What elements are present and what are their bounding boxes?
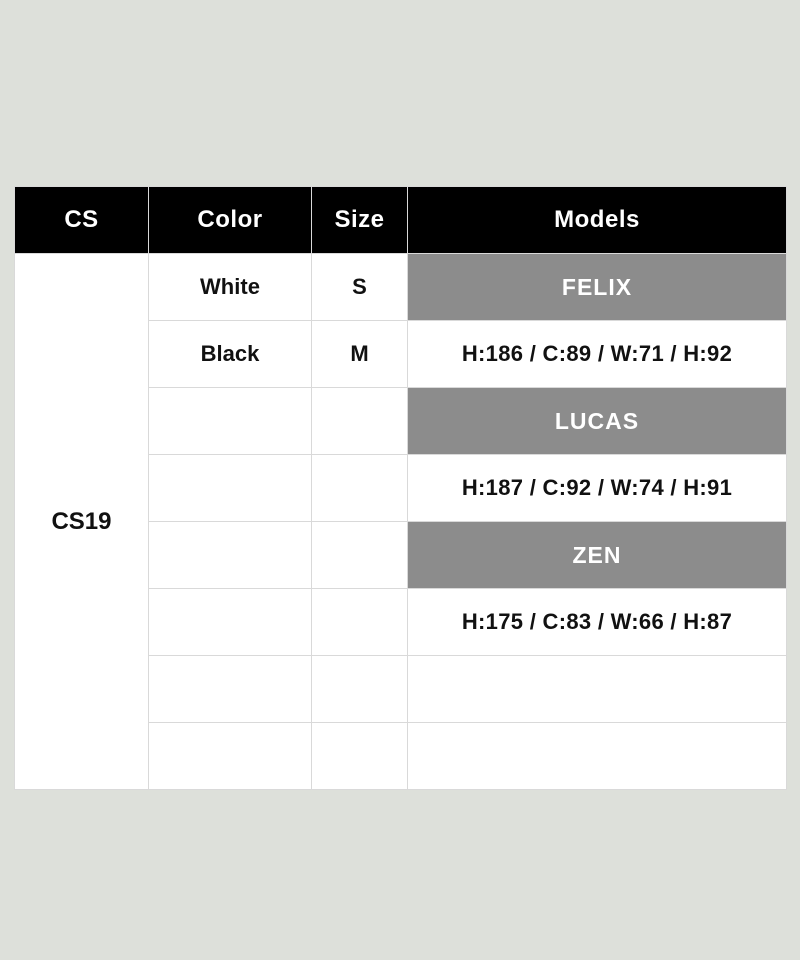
column-header-color: Color [149, 187, 312, 254]
column-header-models: Models [408, 187, 787, 254]
spec-table-container [14, 186, 786, 790]
color-cell: White [149, 254, 312, 321]
column-header-cs: CS [15, 187, 149, 254]
cs-code-cell: CS19 [15, 254, 149, 790]
table-header [15, 187, 787, 254]
model-blank-cell [408, 656, 787, 723]
size-cell [312, 522, 408, 589]
model-blank-cell [408, 723, 787, 790]
color-cell: Black [149, 321, 312, 388]
color-cell [149, 656, 312, 723]
table-body [15, 254, 787, 790]
size-cell: M [312, 321, 408, 388]
column-header-size: Size [312, 187, 408, 254]
model-measurements-cell: H:175 / C:83 / W:66 / H:87 [408, 589, 787, 656]
size-cell [312, 723, 408, 790]
color-cell [149, 522, 312, 589]
model-name-cell: ZEN [408, 522, 787, 589]
size-cell [312, 388, 408, 455]
model-name-cell: LUCAS [408, 388, 787, 455]
color-cell [149, 589, 312, 656]
model-measurements-cell: H:187 / C:92 / W:74 / H:91 [408, 455, 787, 522]
table-header-row [15, 187, 787, 254]
color-cell [149, 388, 312, 455]
model-measurements-cell: H:186 / C:89 / W:71 / H:92 [408, 321, 787, 388]
size-cell [312, 455, 408, 522]
size-cell [312, 589, 408, 656]
size-cell: S [312, 254, 408, 321]
size-cell [312, 656, 408, 723]
table-row [15, 254, 787, 321]
color-cell [149, 455, 312, 522]
product-spec-table [14, 186, 787, 790]
model-name-cell: FELIX [408, 254, 787, 321]
color-cell [149, 723, 312, 790]
